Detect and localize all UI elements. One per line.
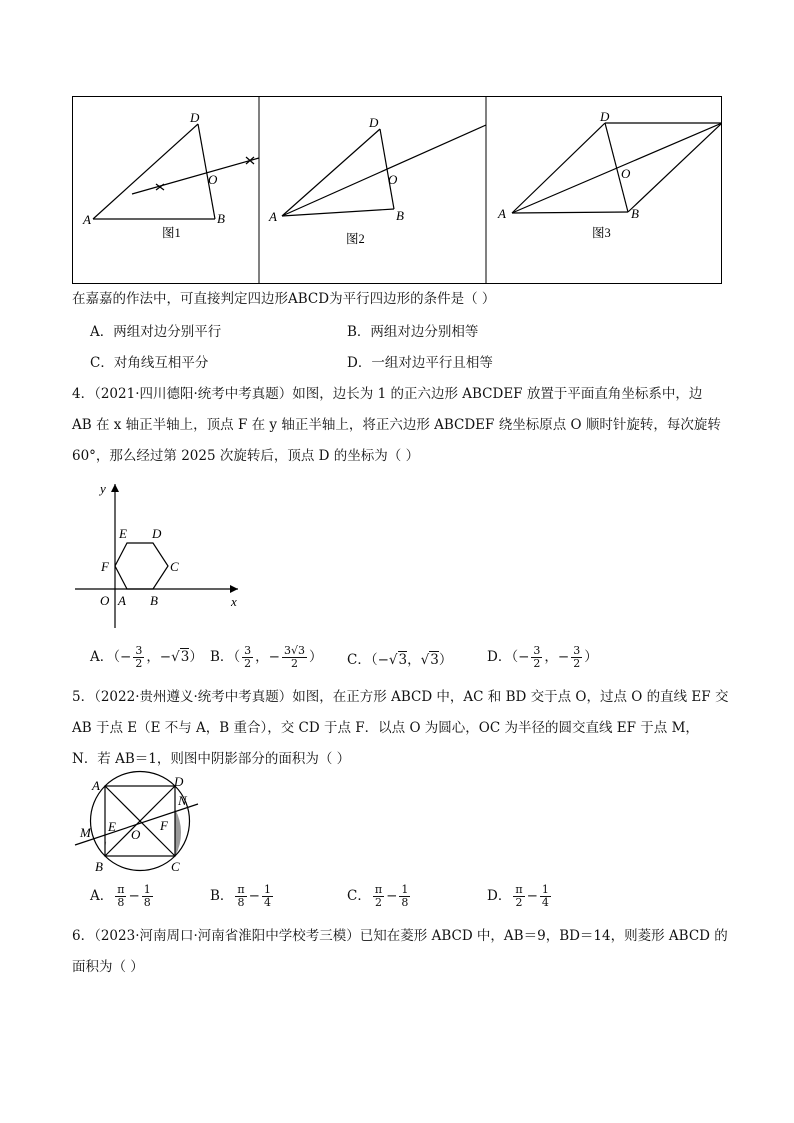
q5-square-figure — [70, 770, 210, 880]
q4-label-C: C — [170, 559, 179, 574]
q5-label-A: A — [92, 778, 100, 793]
fig3-caption: 图3 — [592, 226, 611, 240]
fig2-caption: 图2 — [346, 232, 365, 246]
q5-label-D: D — [174, 774, 184, 789]
q5-option-d: D． $\frac{\pi}{2}$ − $\frac{1}{4}$ — [487, 883, 549, 909]
q3-option-c: C．对角线互相平分 — [90, 355, 209, 371]
q5-label-B: B — [95, 859, 103, 874]
fig1-label-B: B — [217, 211, 225, 226]
fig3-label-O: O — [621, 166, 631, 181]
q4-axis-x: x — [231, 594, 237, 609]
figure-2 — [268, 115, 486, 246]
q4-option-b: B．（ $\frac{3}{2}$ ，− $\frac{3√3}{2}$ ） — [210, 644, 323, 670]
fig1-label-O: O — [208, 172, 218, 187]
q5-option-a: A． $\frac{\pi}{8}$ − $\frac{1}{8}$ — [90, 883, 151, 909]
q3-option-a: A．两组对边分别平行 — [90, 324, 222, 340]
q4-option-c: C．（−√3，√3） — [347, 652, 453, 668]
q4-line-3: 60°，那么经过第 2025 次旋转后，顶点 D 的坐标为（ ） — [72, 448, 420, 464]
q4-line-1: 4．（2021·四川德阳·统考中考真题）如图，边长为 1 的正六边形 ABCDEF 放置于平面直角坐标系中，边 — [72, 386, 703, 402]
q3-option-d: D．一组对边平行且相等 — [347, 355, 493, 371]
q5-label-E: E — [108, 819, 116, 834]
q4-label-A: A — [118, 593, 126, 608]
q4-option-d: D．（− $\frac{3}{2}$ ，− $\frac{3}{2}$ ） — [487, 644, 598, 670]
q4-label-B: B — [150, 593, 158, 608]
q3-option-b: B．两组对边分别相等 — [347, 324, 479, 340]
fig1-label-D: D — [190, 110, 200, 125]
fig1-caption: 图1 — [162, 226, 181, 240]
q5-option-c: C． $\frac{\pi}{2}$ − $\frac{1}{8}$ — [347, 883, 409, 909]
q4-option-a: A．（− $\frac{3}{2}$ ，−√3） — [90, 644, 203, 670]
fig2-label-O: O — [388, 172, 398, 187]
q5-label-C: C — [171, 859, 180, 874]
fig2-label-D: D — [369, 115, 379, 130]
q5-label-N: N — [178, 793, 187, 808]
q5-label-M: M — [80, 825, 91, 840]
q6-line-2: 面积为（ ） — [72, 959, 144, 975]
q4-hexagon-figure — [70, 480, 250, 630]
q5-label-O: O — [131, 827, 141, 842]
q5-line-1: 5．（2022·贵州遵义·统考中考真题）如图，在正方形 ABCD 中，AC 和 BD 交于点 O，过点 O 的直线 EF 交 — [72, 689, 729, 705]
q5-line-3: N．若 AB＝1，则图中阴影部分的面积为（ ） — [72, 751, 351, 767]
q4-label-E: E — [119, 526, 127, 541]
fig2-label-A: A — [269, 209, 277, 224]
q5-label-F: F — [160, 818, 168, 833]
q4-label-F: F — [101, 559, 109, 574]
q4-label-O: O — [100, 593, 110, 608]
q3-figure-box — [72, 96, 722, 284]
q5-option-b: B． $\frac{\pi}{8}$ − $\frac{1}{4}$ — [210, 883, 271, 909]
q4-line-2: AB 在 x 轴正半轴上，顶点 F 在 y 轴正半轴上，将正六边形 ABCDEF 绕坐标原点 O 顺时针旋转，每次旋转 — [72, 417, 721, 433]
q6-line-1: 6．（2023·河南周口·河南省淮阳中学校考三模）已知在菱形 ABCD 中，AB＝9，BD＝14，则菱形 ABCD 的 — [72, 928, 728, 944]
figure-3 — [497, 109, 722, 240]
q4-axis-y: y — [100, 481, 106, 496]
fig3-label-B: B — [631, 206, 639, 221]
figure-1 — [82, 110, 259, 240]
fig3-label-D: D — [600, 109, 610, 124]
q3-stem: 在嘉嘉的作法中，可直接判定四边形ABCD为平行四边形的条件是（ ） — [72, 291, 496, 307]
fig2-label-B: B — [396, 208, 404, 223]
fig3-label-A: A — [498, 206, 506, 221]
q4-label-D: D — [152, 526, 162, 541]
fig1-label-A: A — [83, 212, 91, 227]
q5-line-2: AB 于点 E（E 不与 A，B 重合），交 CD 于点 F．以点 O 为圆心，OC 为半径的圆交直线 EF 于点 M， — [72, 720, 699, 736]
